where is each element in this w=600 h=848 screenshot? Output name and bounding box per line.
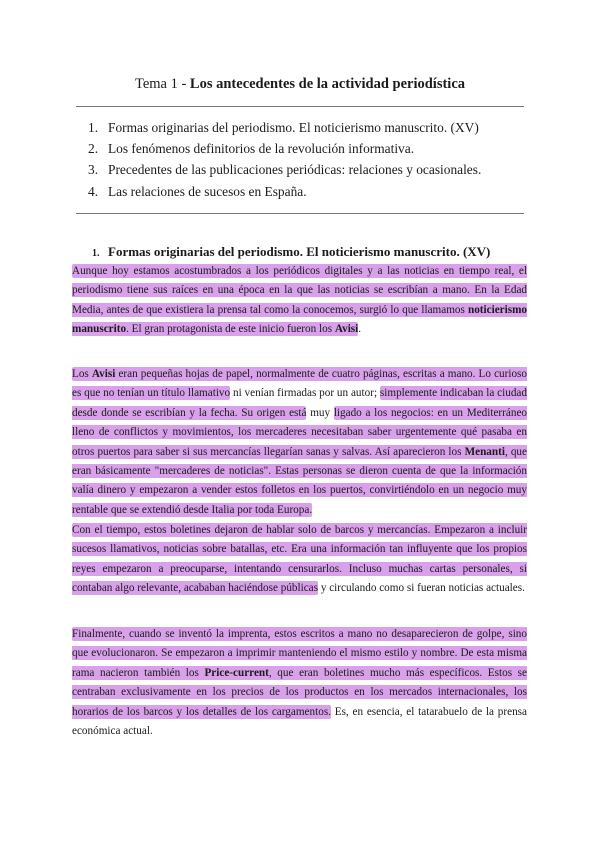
section-number: 1.	[92, 248, 100, 259]
highlighted-text: Aunque hoy estamos acostumbrados a los periódicos digitales y a las noticias en tiempo real, el periodismo tiene sus raíces en una época en la que las noticias se escribían a mano. En la Edad Media, antes de que existiera la prensa tal como la conocemos, surgió lo que llamamos noticierismo manuscrito. El gran protagonista de este inicio fueron los Avisi	[72, 265, 527, 336]
bold-term: noticierismo manuscrito	[72, 303, 527, 336]
bold-term: Menanti	[464, 445, 505, 458]
toc-text: Los fenómenos definitorios de la revolución informativa.	[108, 141, 415, 157]
toc-number: 1.	[88, 120, 99, 135]
section-heading-text: Formas originarias del periodismo. El noticierismo manuscrito. (XV)	[108, 244, 491, 259]
divider-top	[76, 106, 524, 107]
paragraph-2: Los Avisi eran pequeñas hojas de papel, normalmente de cuatro páginas, escritas a mano. Lo curioso es que no tenían un título llamativo ni venían firmadas por un autor; simplemente indicaban la ciudad desde donde se escribían y la fecha. Su origen está muy ligado a los negocios: en un Mediterráneo lleno de conflictos y movimientos, los mercaderes necesitaban saber urgentemente qué pasaba en otros puertos para saber si sus mercancías llegarían sanas y salvas. Así aparecieron los Menanti, que eran básicamente "mercaderes de noticias". Estas personas se dieron cuenta de que la información valía dinero y empezaron a vender estos folletos en los puertos, convirtiéndolo en un negocio muy rentable que se extendió desde Italia por toda Europa.	[72, 368, 528, 516]
highlighted-text: Los Avisi eran pequeñas hojas de papel, normalmente de cuatro páginas, escritas a mano. Lo curioso es que no tenían un título llamativo	[72, 368, 528, 400]
highlighted-text: Finalmente, cuando se inventó la imprenta, estos escritos a mano no desaparecieron de golpe, sino que evolucionaron. Se empezaron a imprimir manteniendo el mismo estilo y nombre. De esta misma rama nacieron también los Price-current, que eran boletines mucho más específicos. Estos se centraban exclusivamente en los precios de los productos en los mercados internacionales, los horarios de los barcos y los detalles de los cargamentos.	[72, 628, 527, 718]
page-title	[0, 76, 600, 93]
highlighted-text: Con el tiempo, estos boletines dejaron de hablar solo de barcos y mercancías. Empezaron a incluir sucesos llamativos, noticias sobre batallas, etc. Era una información tan influyente que los propios reyes empezaron a preocuparse, intentando censurarlos. Incluso muchas cartas personales, si contaban algo relevante, acababan haciéndose públicas	[72, 524, 527, 595]
toc-number: 3.	[88, 162, 99, 178]
bold-term: Avisi	[334, 323, 359, 336]
highlighted-text: simplemente indicaban la ciudad desde donde se escribían y la fecha. Su origen está	[72, 387, 527, 419]
toc-item	[88, 181, 481, 202]
toc-number: 2.	[88, 141, 99, 157]
table-of-contents	[88, 117, 481, 202]
paragraph-4: Finalmente, cuando se inventó la imprenta, estos escritos a mano no desaparecieron de golpe, sino que evolucionaron. Se empezaron a imprimir manteniendo el mismo estilo y nombre. De esta misma rama nacieron también los Price-current, que eran boletines mucho más específicos. Estos se centraban exclusivamente en los precios de los productos en los mercados internacionales, los horarios de los barcos y los detalles de los cargamentos. Es, en esencia, el tatarabuelo de la prensa económica actual.	[72, 628, 527, 738]
section-heading	[92, 244, 490, 260]
paragraph-1: Aunque hoy estamos acostumbrados a los periódicos digitales y a las noticias en tiempo real, el periodismo tiene sus raíces en una época en la que las noticias se escribían a mano. En la Edad Media, antes de que existiera la prensa tal como la conocemos, surgió lo que llamamos noticierismo manuscrito. El gran protagonista de este inicio fueron los Avisi.	[72, 265, 527, 336]
toc-number: 4.	[88, 183, 99, 199]
toc-text: Formas originarias del periodismo. El noticierismo manuscrito. (XV)	[108, 120, 479, 135]
title-main: Los antecedentes de la actividad periodística	[189, 76, 466, 92]
bold-term: Price-current	[204, 666, 269, 679]
paragraph-3: Con el tiempo, estos boletines dejaron de hablar solo de barcos y mercancías. Empezaron a incluir sucesos llamativos, noticias sobre batallas, etc. Era una información tan influyente que los propios reyes empezaron a preocuparse, intentando censurarlos. Incluso muchas cartas personales, si contaban algo relevante, acababan haciéndose públicas y circulando como si fueran noticias actuales.	[72, 524, 527, 595]
divider-bottom	[76, 213, 524, 214]
toc-item	[88, 138, 481, 159]
toc-item	[88, 117, 481, 138]
toc-item	[88, 159, 481, 180]
toc-text: Precedentes de las publicaciones periódicas: relaciones y ocasionales.	[108, 162, 482, 178]
highlighted-text: ligado a los negocios: en un Mediterráneo lleno de conflictos y movimientos, los mercaderes necesitaban saber urgentemente qué pasaba en otros puertos para saber si sus mercancías llegarían sanas y salvas. Así aparecieron los Menanti, que eran básicamente "mercaderes de noticias". Estas personas se dieron cuenta de que la información valía dinero y empezaron a vender estos folletos en los puertos, convirtiéndolo en un negocio muy rentable que se extendió desde Italia por toda Europa.	[72, 406, 528, 516]
toc-text: Las relaciones de sucesos en España.	[108, 183, 307, 199]
bold-term: Avisi	[91, 368, 116, 380]
title-prefix: Tema 1 -	[134, 76, 187, 92]
